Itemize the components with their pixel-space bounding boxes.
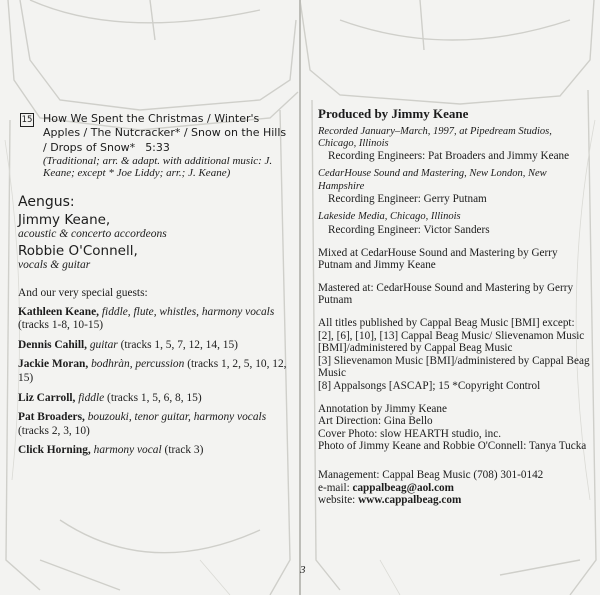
credit-line: Cover Photo: slow HEARTH studio, inc. [318,427,501,440]
guests-intro: And our very special guests: [18,287,148,300]
recording-session [318,126,590,164]
guest-entry [18,392,290,406]
email-link[interactable]: cappalbeag@aol.com [352,481,454,494]
band-member [18,213,290,241]
website-line [318,494,590,507]
mastering-credit: Mastered at: CedarHouse Sound and Mastering by Gerry Putnam [318,281,574,307]
track-title: How We Spent the Christmas / Winter's Apples / The Nutcracker* / Snow on the Hills / Drops of Snow* [43,112,287,154]
track-number: 15 [21,115,33,125]
session-place: Recorded January–March, 1997, at Pipedream Studios, Chicago, Illinois [318,125,552,149]
guest-tracks: (tracks 2, 3, 10) [18,424,90,437]
session-engineers: Recording Engineer: Victor Sanders [328,223,490,236]
recording-session [318,211,590,236]
left-column [18,112,290,458]
session-place: Lakeside Media, Chicago, Illinois [318,211,461,223]
guest-name: Pat Broaders, [18,411,85,424]
credit-line: Annotation by Jimmy Keane [318,402,447,415]
guest-instruments: bodhràn, percussion [91,358,185,371]
guest-name: Dennis Cahill, [18,338,87,351]
recording-session [318,168,590,206]
producer-credit: Produced by Jimmy Keane [318,106,469,121]
guest-tracks: (tracks 1, 2, 5, 10, 12, 15) [18,358,287,385]
guest-instruments: bouzouki, tenor guitar, harmony vocals [87,411,267,424]
guest-instruments: fiddle, flute, whistles, harmony vocals [101,305,275,318]
guest-tracks: (tracks 1, 5, 6, 8, 15) [107,391,202,404]
guest-tracks: (tracks 1-8, 10-15) [18,319,104,332]
management-line: Management: Cappal Beag Music (708) 301-0142 [318,468,544,481]
guest-entry [18,411,290,438]
track-credit: (Traditional; arr. & adapt. with additional music: J. Keane; except * Joe Liddy; arr.; J. Keane) [43,154,273,180]
member-role: acoustic & concerto accordeons [18,228,167,241]
guest-name: Kathleen Keane, [18,305,99,318]
email-label: e-mail: [318,481,350,494]
publishing-line: [8] Appalsongs [ASCAP]; 15 *Copyright Control [318,379,541,392]
session-place: CedarHouse Sound and Mastering, New London, New Hampshire [318,168,547,192]
website-label: website: [318,494,356,507]
guest-name: Click Horning, [18,444,91,457]
band-member [18,244,290,272]
band-name: Aengus: [18,194,75,211]
guest-entry [18,306,290,333]
guest-instruments: fiddle [78,391,105,404]
contact-info [318,469,590,507]
guest-entry [18,444,290,458]
guest-tracks: (tracks 1, 5, 7, 12, 14, 15) [120,338,238,351]
session-engineers: Recording Engineers: Pat Broaders and Jimmy Keane [328,150,570,163]
session-engineers: Recording Engineer: Gerry Putnam [328,193,487,206]
guest-name: Liz Carroll, [18,391,76,404]
email-line [318,482,590,495]
member-name: Jimmy Keane, [18,212,111,229]
guest-name: Jackie Moran, [18,358,89,371]
publishing-line: [3] Slievenamon Music [BMI]/administered by Cappal Beag Music [318,354,590,380]
guest-entry [18,358,290,385]
guest-instruments: guitar [89,338,118,351]
member-name: Robbie O'Connell, [18,242,138,259]
track-entry [18,112,290,155]
website-link[interactable]: www.cappalbeag.com [358,494,462,507]
guest-tracks: (track 3) [164,444,204,457]
publishing-line: All titles published by Cappal Beag Music [BMI] except: [2], [6], [10], [13] Cappal Beag Music/ Slievenamon Music [BMI]/administered by Cappal Beag Music [318,317,585,355]
credit-line: Art Direction: Gina Bello [318,415,433,428]
guest-entry [18,339,290,353]
mixing-credit: Mixed at CedarHouse Sound and Mastering by Gerry Putnam and Jimmy Keane [318,246,558,272]
credit-line: Photo of Jimmy Keane and Robbie O'Connell: Tanya Tucka [318,440,587,453]
art-credits [318,403,590,453]
page-fold [299,0,301,595]
member-role: vocals & guitar [18,258,91,271]
publishing-info [318,317,590,393]
track-duration: 5:33 [145,140,170,154]
guest-instruments: harmony vocal [93,444,162,457]
right-column [318,108,590,507]
page-number: 3 [300,564,306,576]
